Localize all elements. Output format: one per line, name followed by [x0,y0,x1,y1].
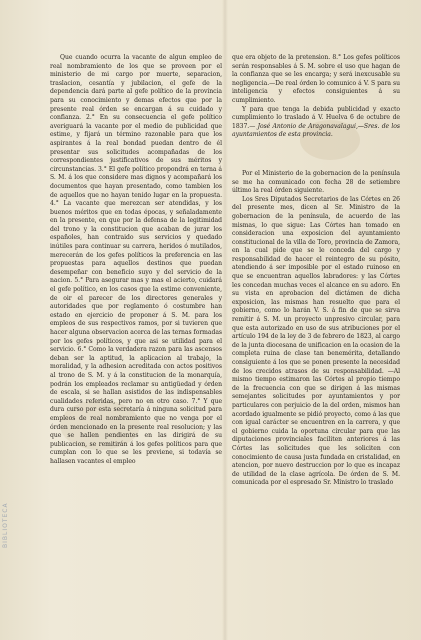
left-column [50,54,222,467]
right-paragraph-top: que era objeto de la pretension. 8.° Los gefes políticos serán responsables á S. M. sobre el uso que hagan de la confianza que se les encarga; y será inexcusable su negligencia.—De real órden lo comunico á V. S para su inteligencia y efectos consiguientes á su cumplimiento. [232,54,400,104]
right-paragraph-body: Los Sres Diputados Secretarios de las Córtes en 26 del presente mes, dicen al Sr. Ministro de la gobernacion de la península, de acuerdo de las mismas, lo que sigue: Las Córtes han tomado en consideracion una exposicion del ayuntamiento constitucional de la villa de Toro, provincia de Zamora, en la cual pide que se le conceda del cargo y responsabilidad de hacer el reintegro de su pósito, atendiendo á ser imposible por el estado ruinoso en que se encuentran aquellos labradores: y las Córtes les concedan muchas veces el alcance en su adoro. En su vista en aprobacion del dictámen de dicha exposicion, las mismas han resuelto que para el gobierno, como lo harán V. S. á fin de que se sirva remitir á S. M. un proyecto unpresivo circular, para que esta autorizado en uso de sus atribuciones por el artículo 194 de la ley de 3 de febrero de 1823, al cargo de la junta diocesana de unificacion en la ocasion de la completa ruina de clase tan benemérita, detallando consiguiente á los que se ponen presente la necesidad de los crecidos atrasos de su responsabilidad. —Al mismo tiempo estimaron las Córtes al propio tiempo de la frecuencia con que se dirigen á las mismas semejantes solicitudes por ayuntamientos y por particulares con perjuicio de la del orden, mismos han acordado igualmente se pidió proyecto, como á las que con igual carácter se encuentren en la carrera, y que el gobierno cuida la oportuna circular para que las diputaciones provinciales faciliten anteriores á las Córtes las solicitudes que les soliciten con conocimiento de causa justa fundada en cristalidad, en atencion, por nuevo destruccion por lo que es incapaz de utilidad de la clase agrícola. De órden de S. M. comunicada por el espresado Sr. Ministro lo traslado [232,195,400,487]
closing-paragraph [232,106,400,140]
closing-text: Y para que tenga la debida publicidad y exacto cumplimiento lo traslado á V. Huelva 6 de octubre de 1837.— [232,105,400,130]
right-column [232,54,400,488]
right-paragraph-second: Por el Ministerio de la gobernacion de la península se me ha comunicado con fecha 28 de setiembre último la real órden siguiente. [232,169,400,195]
signature: José Antonio de Aragonavalagui,—Sres. de los ayuntamientos de esta provincia. [232,122,401,139]
library-stamp: BIBLIOTECA [2,502,9,548]
left-paragraph: Que cuando ocurra la vacante de algun empleo de real nombramiento de los que se proveen por el ministerio de mi cargo por muerte, separacion, traslacion, cesantía y jubilacion, el gefe de la dependencia dará parte al gefe político de la provincia para su conocimiento y demas efectos que por la presente real órden se encargan á su cuidado y confianza. 2.° En su consecuencia el gefe político averiguará la vacante por el medio de publicidad que estime, y fijará un término razonable para que los aspirantes á la real bondad puedan dentro de él presentar sus solicitudes acompañadas de los correspondientes justificativos de sus méritos y circunstancias. 3.° El gefe político propondrá en terna á S. M. á los que considere mas dignos y acompañará los documentos que hayan presentado, como tambien los de aquellos que no hayan tenido lugar en la propuesta. 4.° La vacante que merezcan ser atendidas, y los buenos méritos que en todas épocas, y señaladamente en la presente, en que por la defensa de la legitimidad del trono y la constitucion que acaban de jurar los españoles, han contraido sus servicios y quedado inútiles para continuar su carrera, heridos ó mutilados, merecerán de los gefes políticos la preferencia en las propuestas para aquellos destinos que puedan desempeñar con beneficio suyo y del servicio de la nacion. 5.° Para asegurar mas y mas el acierto, cuidará el gefe político, en los casos que la estime conveniente, de oir el parecer de los directores generales y autoridades que por reglamento ó costumbre han estado en ejercicio de proponer á S. M. para los empleos de sus respectivos ramos, por si tuvieren que hacer alguna observacion acerca de las ternas formadas por los gefes políticos, y que asi se utilidad para el servicio. 6.° Como la verdadera razon para las ascensos deban ser la aptitud, la aplicacion al trabajo, la moralidad, y la adhesion acreditada con actos positivos al trono de S. M. y á la constitucion de la monarquía, podrán los empleados reclamar su antigüedad y órden de escala, si se hallan asistidos de las indispensables cualidades referidas, pero no en otro caso. 7.° Y que dura curso por esta secretaría á ninguna solicitud para empleos de real nombramiento que no venga por el órden mencionado en la presente real resolucion; y las que se hallen pendientes en las dirigirá de su publicacion, se remitirán á los gefes políticos para que cumplan con lo que se les previene, si todavía se hallasen vacantes el empleo [50,54,222,465]
section-spacer [232,140,400,170]
center-fold [222,0,228,640]
